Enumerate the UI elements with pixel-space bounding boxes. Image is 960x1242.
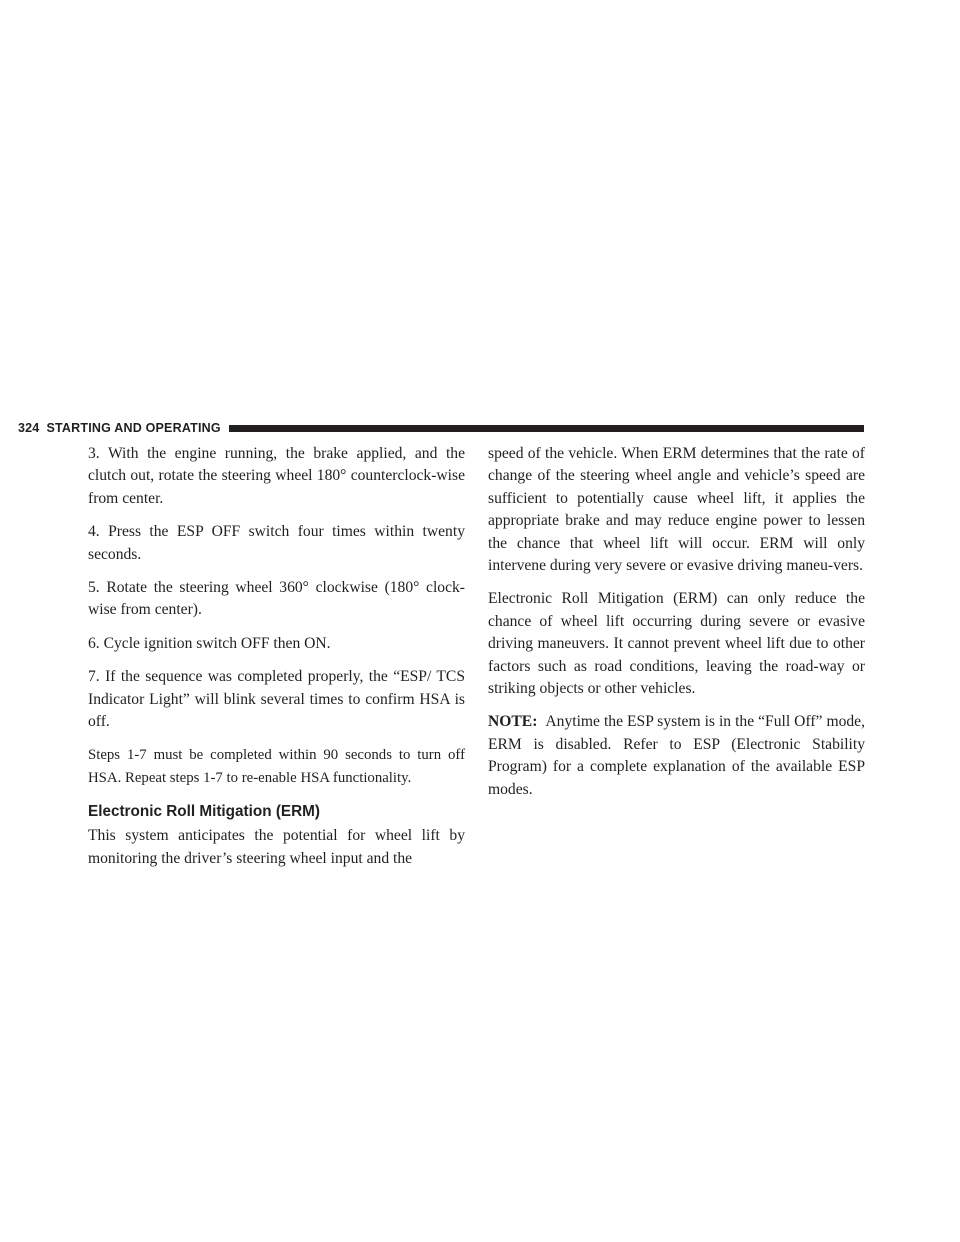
erm-continued: speed of the vehicle. When ERM determines that the rate of change of the steering wheel angle and vehicle’s speed are sufficient to potentially cause wheel lift, it applies the appropriate brake and may reduce engine power to lessen the chance that wheel lift will occur. ERM will only intervene during very severe or evasive driving maneu-vers. — [488, 445, 865, 575]
step-7: 7. If the sequence was completed properly, the “ESP/ TCS Indicator Light” will blink several times to confirm HSA is off. — [88, 668, 465, 731]
step-3: 3. With the engine running, the brake applied, and the clutch out, rotate the steering wheel 180° counterclock-wise from center. — [88, 445, 465, 507]
erm-limits: Electronic Roll Mitigation (ERM) can only reduce the chance of wheel lift occurring during severe or evasive driving maneuvers. It cannot prevent wheel lift due to other factors such as road conditions, leaving the road-way or striking objects or other vehicles. — [488, 590, 865, 698]
step-5: 5. Rotate the steering wheel 360° clockwise (180° clock-wise from center). — [88, 579, 465, 619]
note-text: Anytime the ESP system is in the “Full Off” mode, ERM is disabled. Refer to ESP (Electronic Stability Program) for a complete explanation of the available ESP modes. — [488, 713, 865, 798]
erm-heading: Electronic Roll Mitigation (ERM) — [88, 803, 321, 821]
left-column — [88, 443, 465, 870]
note-paragraph — [488, 711, 865, 801]
page-header — [18, 419, 864, 437]
step-6: 6. Cycle ignition switch OFF then ON. — [88, 634, 331, 652]
note-label: NOTE: — [488, 713, 538, 731]
step-4: 4. Press the ESP OFF switch four times within twenty seconds. — [88, 523, 465, 563]
erm-intro: This system anticipates the potential for wheel lift by monitoring the driver’s steering wheel input and the — [88, 827, 465, 867]
steps-note: Steps 1-7 must be completed within 90 seconds to turn off HSA. Repeat steps 1-7 to re-enable HSA functionality. — [88, 747, 465, 786]
right-column — [488, 443, 865, 801]
section-title: STARTING AND OPERATING — [46, 421, 221, 435]
header-rule — [229, 425, 864, 432]
page-number: 324 — [18, 421, 40, 435]
